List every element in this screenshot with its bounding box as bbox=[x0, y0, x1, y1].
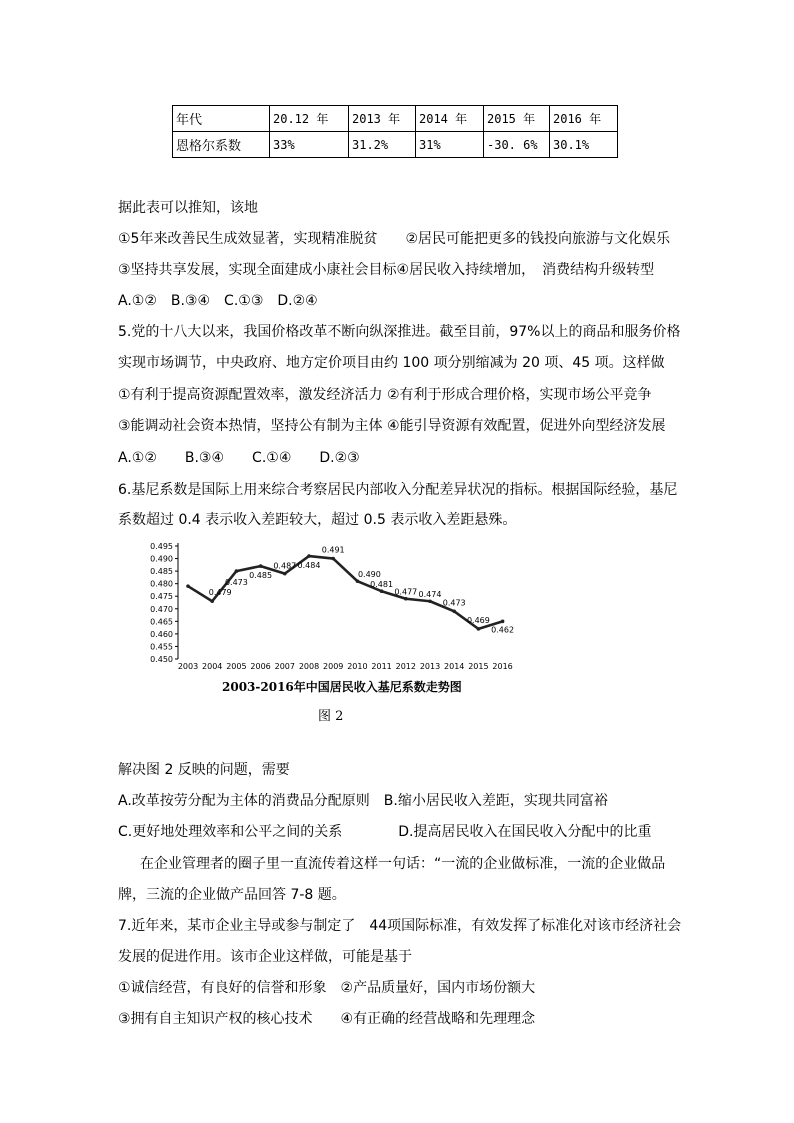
table-header-cell: 2016 年 bbox=[550, 106, 618, 132]
table-header-cell: 2014 年 bbox=[416, 106, 484, 132]
data-point bbox=[283, 572, 287, 576]
table-cell: 30.1% bbox=[550, 132, 618, 158]
q5-option-line: ①有利于提高资源配置效率，激发经济活力 ②有利于形成合理价格，实现市场公平竞争 bbox=[118, 387, 652, 403]
data-point bbox=[210, 599, 214, 603]
x-tick-label: 2004 bbox=[202, 662, 223, 671]
q7-stem-line: 发展的促进作用。该市企业这样做，可能是基于 bbox=[118, 949, 412, 965]
x-tick-label: 2011 bbox=[371, 662, 392, 671]
table-header-cell: 年代 bbox=[173, 106, 270, 132]
data-label: 0.477 bbox=[394, 587, 418, 597]
y-tick-label: 0.480 bbox=[150, 579, 173, 589]
x-tick-label: 2015 bbox=[468, 662, 489, 671]
q6-question: 解决图 2 反映的问题，需要 bbox=[118, 762, 290, 778]
y-tick-label: 0.495 bbox=[150, 542, 173, 551]
y-tick-label: 0.460 bbox=[150, 629, 173, 639]
x-tick-label: 2016 bbox=[492, 662, 513, 671]
x-tick-label: 2006 bbox=[250, 662, 271, 671]
y-tick-label: 0.455 bbox=[150, 642, 173, 652]
data-point bbox=[356, 579, 360, 583]
x-tick-label: 2012 bbox=[395, 662, 416, 671]
data-point bbox=[307, 554, 311, 558]
y-tick-label: 0.490 bbox=[150, 554, 173, 564]
y-tick-label: 0.470 bbox=[150, 604, 173, 614]
data-point bbox=[380, 589, 384, 593]
x-tick-label: 2003 bbox=[177, 662, 199, 671]
table-header-cell: 2013 年 bbox=[349, 106, 416, 132]
x-tick-label: 2013 bbox=[419, 662, 441, 671]
data-point bbox=[186, 584, 190, 588]
data-label: 0.469 bbox=[466, 615, 490, 625]
data-point bbox=[331, 557, 335, 561]
data-point bbox=[259, 564, 263, 568]
data-point bbox=[452, 609, 456, 613]
q6-stem-line: 6.基尼系数是国际上用来综合考察居民内部收入分配差异状况的指标。根据国际经验，基尼 bbox=[118, 482, 678, 498]
x-tick-label: 2010 bbox=[347, 662, 368, 671]
data-label: 0.484 bbox=[297, 561, 321, 571]
q4-stem: 据此表可以推知，该地 bbox=[118, 200, 258, 216]
table-header-cell: 20.12 年 bbox=[270, 106, 349, 132]
table-cell: 31.2% bbox=[349, 132, 416, 158]
data-label: 0.462 bbox=[491, 625, 515, 635]
q4-option-line: ①5年来改善民生成效显著，实现精准脱贫 ②居民可能把更多的钱投向旅游与文化娱乐 bbox=[118, 231, 671, 247]
table-row bbox=[173, 132, 618, 158]
q6-stem-line: 系数超过 0.4 表示收入差距较大，超过 0.5 表示收入差距悬殊。 bbox=[118, 512, 517, 528]
data-label: 0.481 bbox=[370, 580, 394, 590]
data-point bbox=[404, 597, 408, 601]
figure-label: 图 2 bbox=[318, 709, 344, 724]
x-tick-label: 2008 bbox=[298, 662, 320, 671]
q7-stem-line: 7.近年来，某市企业主导或参与制定了 44项国际标准，有效发挥了标准化对该市经济社会 bbox=[118, 918, 682, 934]
passage-line: 牌，三流的企业做产品回答 7-8 题。 bbox=[118, 887, 346, 903]
y-tick-label: 0.465 bbox=[150, 617, 173, 627]
data-point bbox=[235, 569, 239, 573]
engel-coefficient-table bbox=[172, 105, 618, 158]
q5-answer-choices: A.①② B.③④ C.①④ D.②③ bbox=[118, 450, 360, 466]
x-tick-label: 2007 bbox=[274, 662, 295, 671]
data-label: 0.479 bbox=[208, 588, 232, 598]
data-label: 0.473 bbox=[442, 598, 466, 608]
table-cell: 31% bbox=[416, 132, 484, 158]
data-label: 0.473 bbox=[224, 578, 248, 588]
q6-options-ab: A.改革按劳分配为主体的消费品分配原则 B.缩小居民收入差距，实现共同富裕 bbox=[118, 793, 608, 809]
x-tick-label: 2009 bbox=[323, 662, 344, 671]
chart-title: 2003-2016年中国居民收入基尼系数走势图 bbox=[222, 680, 462, 694]
x-tick-label: 2014 bbox=[444, 662, 465, 671]
q6-options-cd: C.更好地处理效率和公平之间的关系 D.提高居民收入在国民收入分配中的比重 bbox=[118, 824, 652, 840]
data-label: 0.485 bbox=[249, 571, 273, 581]
q7-option-line: ①诚信经营，有良好的信誉和形象 ②产品质量好，国内市场份额大 bbox=[118, 980, 536, 996]
y-tick-label: 0.475 bbox=[150, 592, 173, 602]
data-label: 0.490 bbox=[357, 570, 381, 580]
q5-stem-line: 5.党的十八大以来，我国价格改革不断向纵深推进。截至目前，97%以上的商品和服务价格 bbox=[118, 324, 681, 340]
q4-option-line: ③坚持共享发展，实现全面建成小康社会目标④居民收入持续增加， 消费结构升级转型 bbox=[118, 262, 655, 278]
data-point bbox=[477, 627, 481, 631]
table-cell: 33% bbox=[270, 132, 349, 158]
y-tick-label: 0.485 bbox=[150, 567, 173, 577]
q7-option-line: ③拥有自主知识产权的核心技术 ④有正确的经营战略和先理理念 bbox=[118, 1011, 536, 1027]
q5-stem-line: 实现市场调节，中央政府、地方定价项目由约 100 项分别缩减为 20 项、45 项。这样做 bbox=[118, 355, 665, 371]
data-point bbox=[501, 620, 505, 624]
table-header-row bbox=[173, 106, 618, 132]
data-label: 0.487 bbox=[273, 561, 297, 571]
x-tick-label: 2005 bbox=[226, 662, 247, 671]
table-row-label: 恩格尔系数 bbox=[173, 132, 270, 158]
q5-option-line: ③能调动社会资本热情，坚持公有制为主体 ④能引导资源有效配置，促进外向型经济发展 bbox=[118, 418, 666, 434]
y-tick-label: 0.450 bbox=[150, 655, 173, 664]
table-cell: -30. 6% bbox=[484, 132, 550, 158]
data-label: 0.474 bbox=[418, 590, 442, 600]
gini-series-line bbox=[188, 556, 503, 629]
data-label: 0.491 bbox=[321, 545, 345, 555]
data-point bbox=[428, 599, 432, 603]
passage-line: 在企业管理者的圈子里一直流传着这样一句话：“一流的企业做标准，一流的企业做品 bbox=[140, 856, 666, 872]
q4-answer-choices: A.①② B.③④ C.①③ D.②④ bbox=[118, 293, 318, 309]
table-header-cell: 2015 年 bbox=[484, 106, 550, 132]
